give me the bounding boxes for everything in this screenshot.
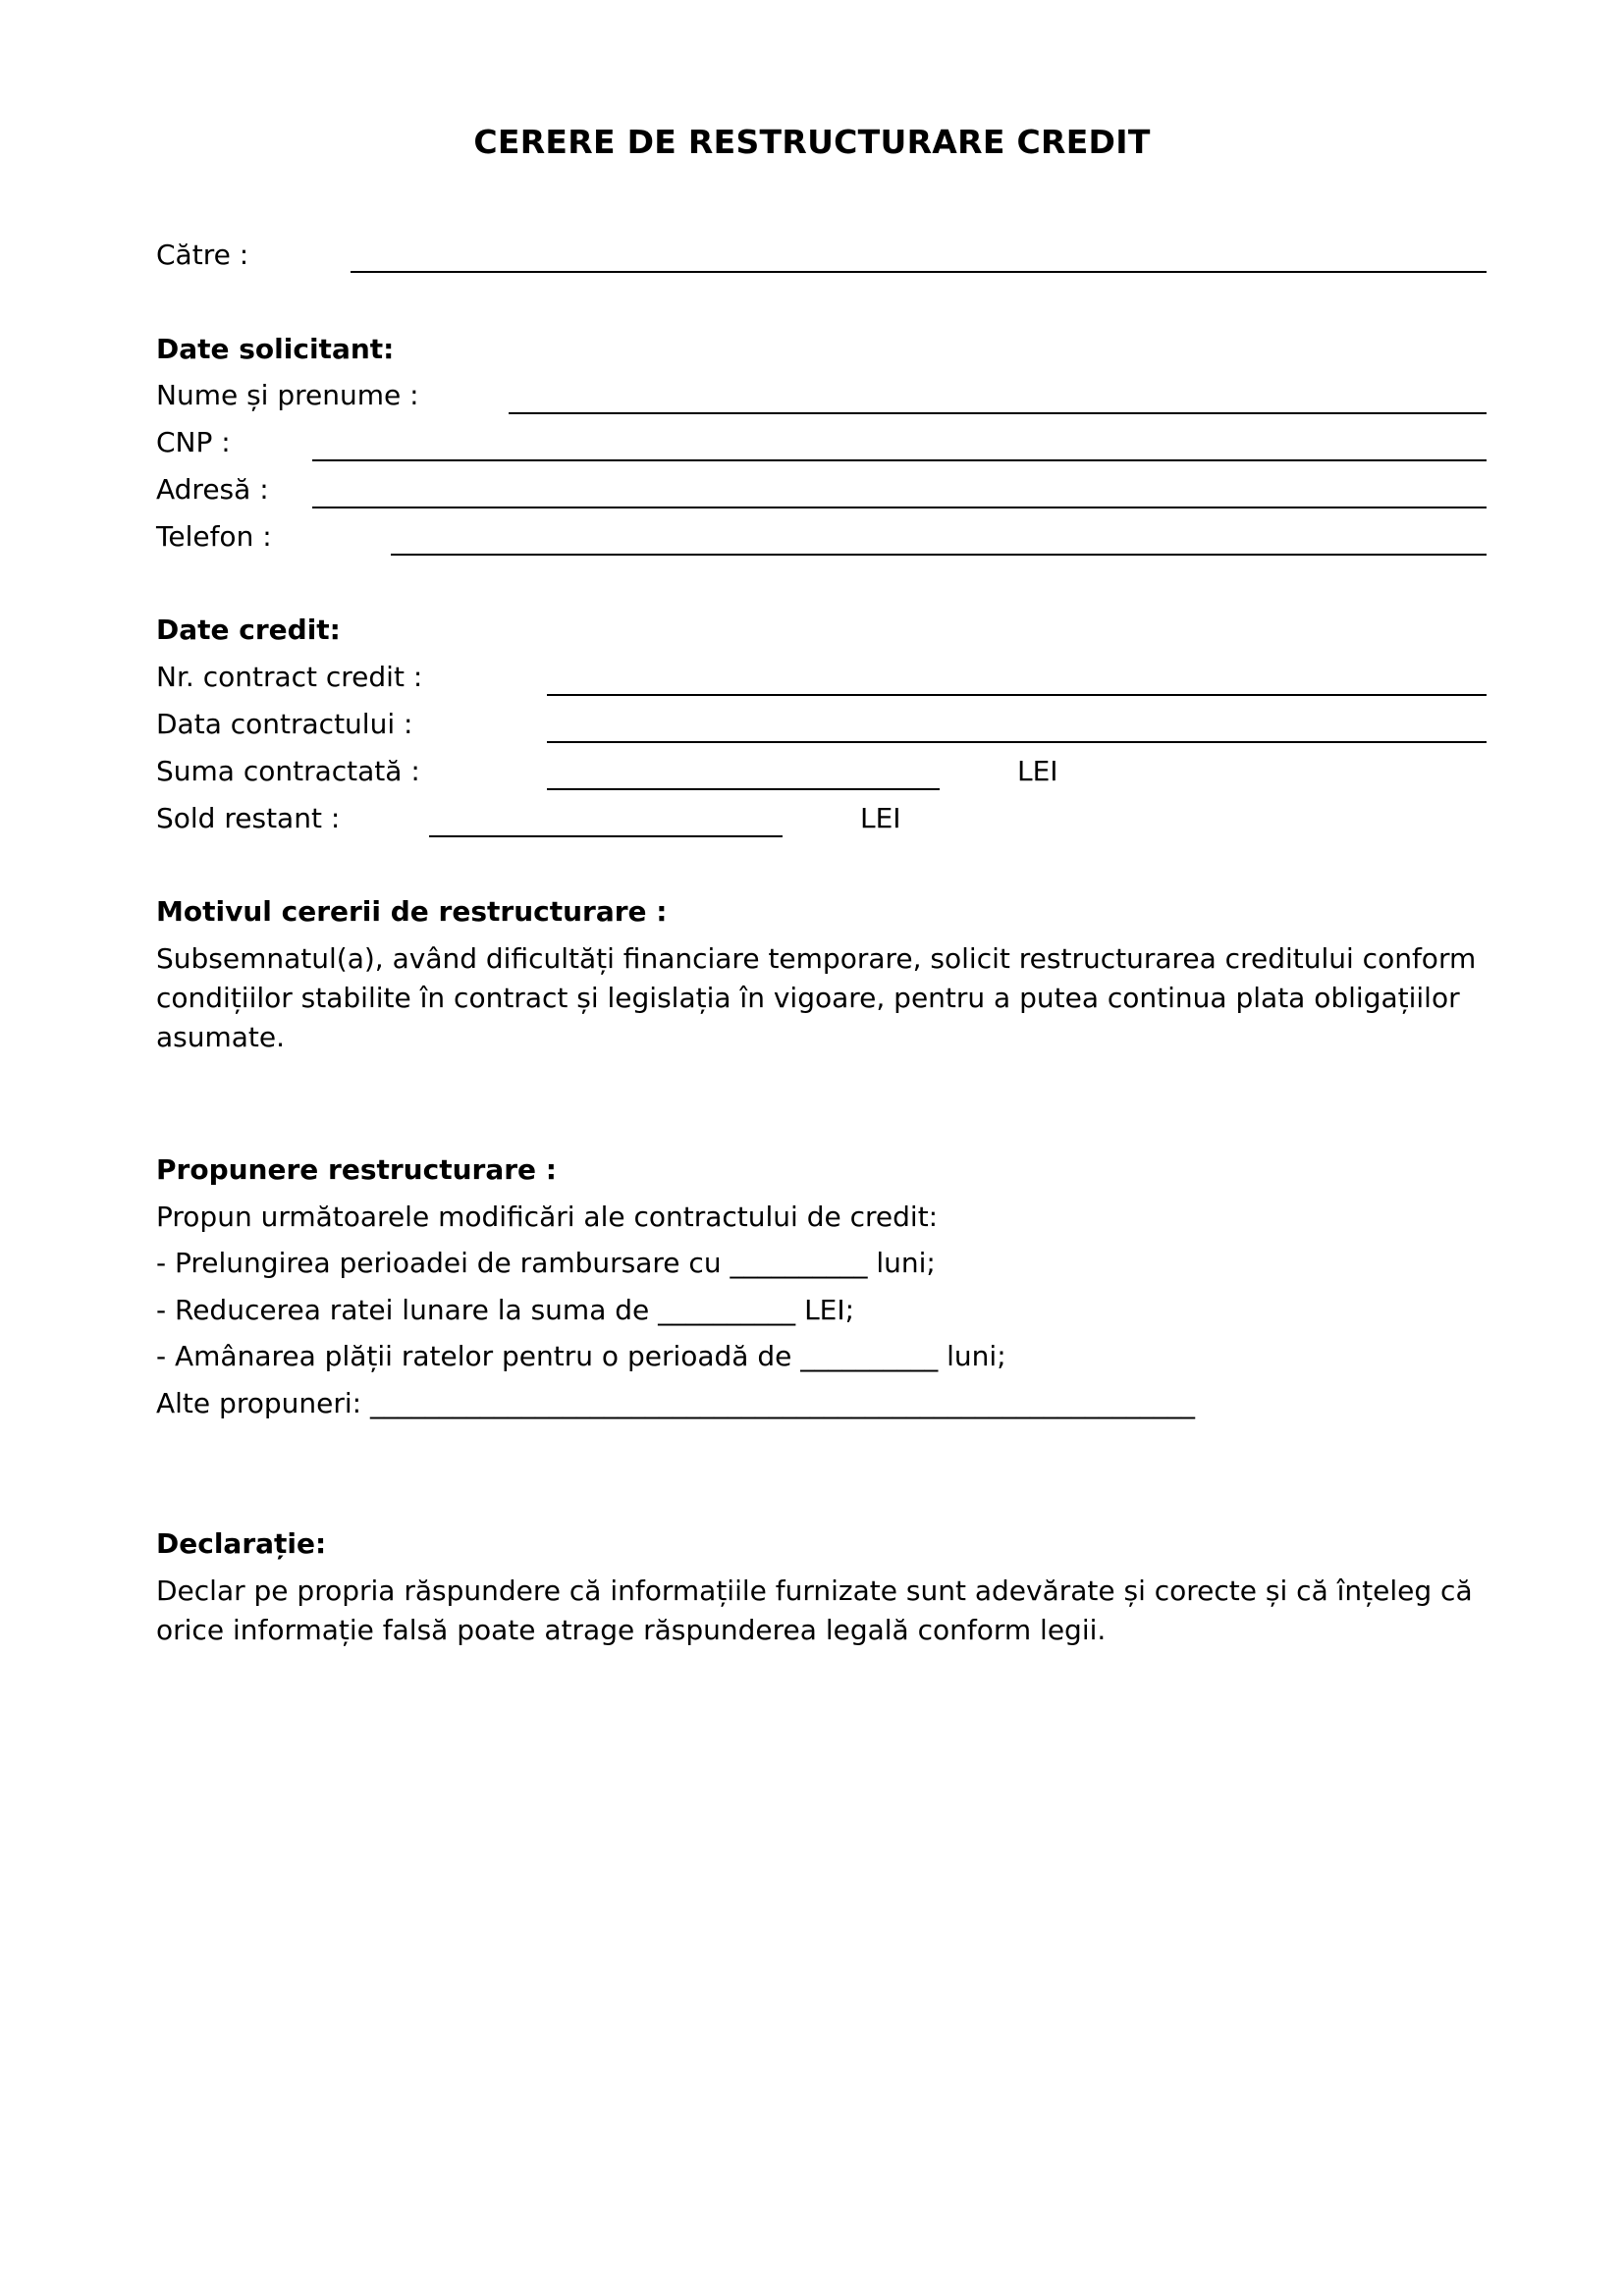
- address-input-line[interactable]: [312, 507, 1487, 508]
- cnp-label: CNP :: [156, 426, 231, 458]
- declaration-heading: Declarație:: [156, 1527, 327, 1560]
- amount-currency: LEI: [1017, 755, 1058, 787]
- document-title: CERERE DE RESTRUCTURARE CREDIT: [473, 123, 1151, 161]
- contract-no-label: Nr. contract credit :: [156, 661, 423, 693]
- declaration-paragraph: Declar pe propria răspundere că informațiile furnizate sunt adevărate și corecte și că înțeleg că orice informație falsă poate atrage răspunderea legală conform legii.: [156, 1575, 1473, 1646]
- reason-paragraph: Subsemnatul(a), având dificultăți financiare temporare, solicit restructurarea creditului conform condițiilor stabilite în contract și legislația în vigoare, pentru a putea continua plata obligațiilor asumate.: [156, 942, 1477, 1053]
- proposal-item-defer: - Amânarea plății ratelor pentru o perioadă de __________ luni;: [156, 1340, 1006, 1372]
- applicant-heading: Date solicitant:: [156, 333, 395, 365]
- address-label: Adresă :: [156, 473, 269, 506]
- reason-heading: Motivul cererii de restructurare :: [156, 895, 668, 928]
- contract-date-label: Data contractului :: [156, 708, 413, 740]
- name-input-line[interactable]: [509, 412, 1487, 414]
- proposal-intro: Propun următoarele modificări ale contractului de credit:: [156, 1201, 939, 1233]
- phone-input-line[interactable]: [391, 554, 1487, 556]
- proposal-other: Alte propuneri: ____________________________________________________________: [156, 1387, 1195, 1419]
- proposal-item-extend: - Prelungirea perioadei de rambursare cu __________ luni;: [156, 1247, 936, 1279]
- phone-label: Telefon :: [156, 520, 272, 553]
- credit-heading: Date credit:: [156, 614, 341, 646]
- amount-label: Suma contractată :: [156, 755, 420, 787]
- recipient-label: Către :: [156, 239, 249, 271]
- contract-date-input-line[interactable]: [547, 741, 1487, 743]
- contract-no-input-line[interactable]: [547, 694, 1487, 696]
- balance-currency: LEI: [860, 802, 901, 834]
- name-label: Nume și prenume :: [156, 379, 419, 411]
- cnp-input-line[interactable]: [312, 459, 1487, 461]
- balance-input-line[interactable]: [429, 835, 783, 837]
- balance-label: Sold restant :: [156, 802, 341, 834]
- proposal-heading: Propunere restructurare :: [156, 1153, 557, 1186]
- recipient-input-line[interactable]: [351, 271, 1487, 273]
- amount-input-line[interactable]: [547, 788, 940, 790]
- proposal-item-reduce: - Reducerea ratei lunare la suma de __________ LEI;: [156, 1294, 855, 1326]
